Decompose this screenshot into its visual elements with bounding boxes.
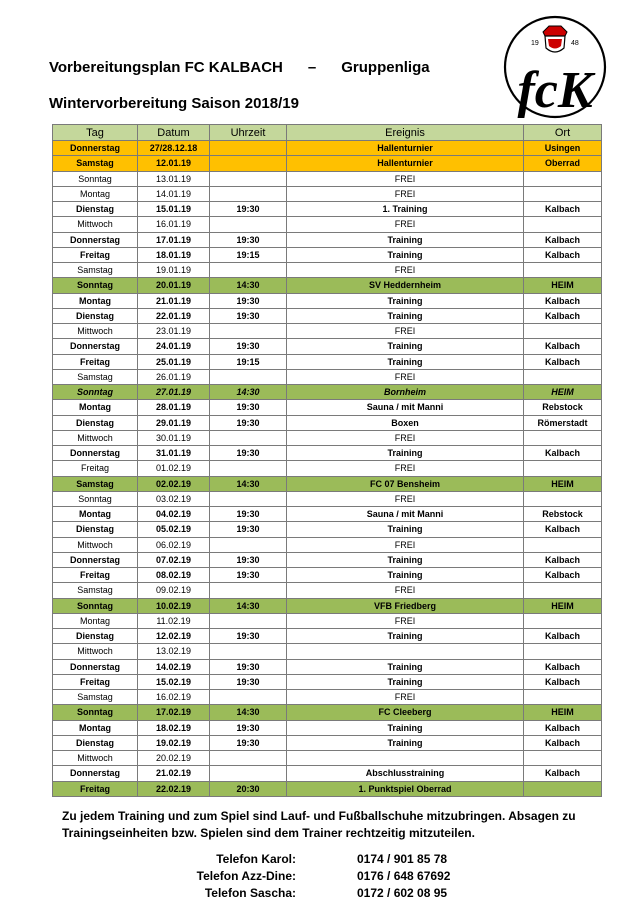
cell-ort bbox=[524, 751, 602, 766]
cell-ereignis: Training bbox=[287, 522, 524, 537]
cell-ereignis: Training bbox=[287, 674, 524, 689]
cell-tag: Mittwoch bbox=[53, 430, 138, 445]
cell-datum: 14.01.19 bbox=[138, 186, 210, 201]
cell-ort: Kalbach bbox=[524, 766, 602, 781]
cell-ort: Kalbach bbox=[524, 568, 602, 583]
cell-datum: 01.02.19 bbox=[138, 461, 210, 476]
cell-datum: 30.01.19 bbox=[138, 430, 210, 445]
cell-tag: Samstag bbox=[53, 156, 138, 171]
cell-zeit: 14:30 bbox=[210, 705, 287, 720]
cell-datum: 22.02.19 bbox=[138, 781, 210, 796]
cell-tag: Sonntag bbox=[53, 705, 138, 720]
cell-datum: 21.02.19 bbox=[138, 766, 210, 781]
cell-ort: Kalbach bbox=[524, 735, 602, 750]
cell-ort bbox=[524, 171, 602, 186]
cell-zeit bbox=[210, 324, 287, 339]
table-row bbox=[53, 186, 602, 201]
cell-ort: Kalbach bbox=[524, 339, 602, 354]
cell-tag: Samstag bbox=[53, 369, 138, 384]
table-row bbox=[53, 400, 602, 415]
cell-ort: Kalbach bbox=[524, 232, 602, 247]
cell-zeit: 19:30 bbox=[210, 552, 287, 567]
cell-tag: Freitag bbox=[53, 781, 138, 796]
cell-tag: Samstag bbox=[53, 476, 138, 491]
table-row bbox=[53, 537, 602, 552]
table-row bbox=[53, 644, 602, 659]
cell-datum: 15.02.19 bbox=[138, 674, 210, 689]
cell-datum: 13.01.19 bbox=[138, 171, 210, 186]
cell-zeit bbox=[210, 644, 287, 659]
cell-tag: Montag bbox=[53, 293, 138, 308]
cell-tag: Donnerstag bbox=[53, 446, 138, 461]
cell-tag: Donnerstag bbox=[53, 552, 138, 567]
cell-datum: 07.02.19 bbox=[138, 552, 210, 567]
cell-datum: 31.01.19 bbox=[138, 446, 210, 461]
table-row bbox=[53, 339, 602, 354]
cell-zeit: 14:30 bbox=[210, 278, 287, 293]
table-row bbox=[53, 751, 602, 766]
cell-zeit: 19:30 bbox=[210, 507, 287, 522]
document-subtitle: Wintervorbereitung Saison 2018/19 bbox=[49, 95, 299, 112]
cell-datum: 20.02.19 bbox=[138, 751, 210, 766]
table-row bbox=[53, 659, 602, 674]
cell-tag: Freitag bbox=[53, 674, 138, 689]
cell-ereignis: Bornheim bbox=[287, 385, 524, 400]
cell-zeit: 19:30 bbox=[210, 629, 287, 644]
cell-zeit bbox=[210, 217, 287, 232]
cell-datum: 25.01.19 bbox=[138, 354, 210, 369]
cell-zeit: 19:30 bbox=[210, 674, 287, 689]
cell-zeit bbox=[210, 369, 287, 384]
cell-datum: 17.02.19 bbox=[138, 705, 210, 720]
cell-ereignis: FC 07 Bensheim bbox=[287, 476, 524, 491]
cell-tag: Donnerstag bbox=[53, 659, 138, 674]
header-uhrzeit: Uhrzeit bbox=[210, 125, 287, 141]
phone-row bbox=[186, 886, 486, 903]
cell-ort bbox=[524, 690, 602, 705]
phone-number: 0176 / 648 67692 bbox=[357, 869, 451, 883]
cell-tag: Sonntag bbox=[53, 491, 138, 506]
table-row bbox=[53, 522, 602, 537]
table-row bbox=[53, 766, 602, 781]
cell-ereignis: Training bbox=[287, 232, 524, 247]
table-row bbox=[53, 568, 602, 583]
cell-ereignis: Hallenturnier bbox=[287, 156, 524, 171]
table-row bbox=[53, 385, 602, 400]
cell-tag: Sonntag bbox=[53, 278, 138, 293]
table-row bbox=[53, 674, 602, 689]
cell-ort: Kalbach bbox=[524, 308, 602, 323]
cell-tag: Freitag bbox=[53, 354, 138, 369]
cell-tag: Sonntag bbox=[53, 171, 138, 186]
cell-ereignis: FC Cleeberg bbox=[287, 705, 524, 720]
cell-datum: 03.02.19 bbox=[138, 491, 210, 506]
cell-tag: Sonntag bbox=[53, 598, 138, 613]
table-row bbox=[53, 491, 602, 506]
cell-ort: Kalbach bbox=[524, 629, 602, 644]
cell-datum: 22.01.19 bbox=[138, 308, 210, 323]
cell-datum: 14.02.19 bbox=[138, 659, 210, 674]
phone-list bbox=[186, 852, 486, 903]
cell-zeit: 19:30 bbox=[210, 293, 287, 308]
table-row bbox=[53, 415, 602, 430]
cell-ereignis: FREI bbox=[287, 430, 524, 445]
cell-datum: 04.02.19 bbox=[138, 507, 210, 522]
cell-zeit: 19:15 bbox=[210, 247, 287, 262]
table-row bbox=[53, 583, 602, 598]
table-row bbox=[53, 598, 602, 613]
cell-zeit bbox=[210, 171, 287, 186]
equipment-note: Zu jedem Training und zum Spiel sind Lauf- und Fußballschuhe mitzubringen. Absagen zu Trainingseinheiten bzw. Spielen sind dem Trainer rechtzeitig mitzuteilen. bbox=[62, 809, 576, 840]
cell-zeit: 14:30 bbox=[210, 598, 287, 613]
table-row bbox=[53, 705, 602, 720]
schedule-table bbox=[52, 124, 602, 797]
cell-ereignis: Training bbox=[287, 568, 524, 583]
cell-ort: Kalbach bbox=[524, 552, 602, 567]
cell-datum: 18.02.19 bbox=[138, 720, 210, 735]
phone-label: Telefon Karol: bbox=[216, 852, 296, 866]
cell-ort: HEIM bbox=[524, 385, 602, 400]
cell-datum: 19.01.19 bbox=[138, 263, 210, 278]
cell-zeit bbox=[210, 583, 287, 598]
cell-ort: HEIM bbox=[524, 598, 602, 613]
cell-ort bbox=[524, 369, 602, 384]
cell-tag: Montag bbox=[53, 613, 138, 628]
cell-ereignis: Training bbox=[287, 354, 524, 369]
cell-datum: 15.01.19 bbox=[138, 202, 210, 217]
cell-zeit bbox=[210, 491, 287, 506]
cell-tag: Mittwoch bbox=[53, 751, 138, 766]
cell-datum: 17.01.19 bbox=[138, 232, 210, 247]
cell-zeit bbox=[210, 537, 287, 552]
phone-label: Telefon Azz-Dine: bbox=[196, 869, 296, 883]
header-tag: Tag bbox=[53, 125, 138, 141]
cell-ort bbox=[524, 491, 602, 506]
cell-datum: 19.02.19 bbox=[138, 735, 210, 750]
cell-datum: 12.02.19 bbox=[138, 629, 210, 644]
cell-zeit bbox=[210, 263, 287, 278]
cell-tag: Mittwoch bbox=[53, 324, 138, 339]
cell-ort: HEIM bbox=[524, 705, 602, 720]
table-row bbox=[53, 217, 602, 232]
cell-tag: Dienstag bbox=[53, 308, 138, 323]
cell-ort bbox=[524, 217, 602, 232]
cell-ort: Usingen bbox=[524, 141, 602, 156]
cell-ereignis: FREI bbox=[287, 461, 524, 476]
table-row bbox=[53, 293, 602, 308]
cell-zeit: 19:30 bbox=[210, 522, 287, 537]
cell-datum: 09.02.19 bbox=[138, 583, 210, 598]
cell-tag: Donnerstag bbox=[53, 141, 138, 156]
cell-ereignis: Abschlusstraining bbox=[287, 766, 524, 781]
cell-datum: 10.02.19 bbox=[138, 598, 210, 613]
cell-datum: 27.01.19 bbox=[138, 385, 210, 400]
cell-tag: Donnerstag bbox=[53, 232, 138, 247]
table-row bbox=[53, 263, 602, 278]
cell-ereignis: VFB Friedberg bbox=[287, 598, 524, 613]
table-row bbox=[53, 430, 602, 445]
table-row bbox=[53, 354, 602, 369]
logo-year-right: 48 bbox=[571, 40, 579, 47]
cell-ereignis: Training bbox=[287, 339, 524, 354]
cell-datum: 29.01.19 bbox=[138, 415, 210, 430]
cell-ereignis: FREI bbox=[287, 491, 524, 506]
cell-datum: 11.02.19 bbox=[138, 613, 210, 628]
cell-ort bbox=[524, 613, 602, 628]
cell-ereignis: FREI bbox=[287, 583, 524, 598]
cell-ort: Kalbach bbox=[524, 720, 602, 735]
cell-datum: 13.02.19 bbox=[138, 644, 210, 659]
cell-ort bbox=[524, 644, 602, 659]
cell-ereignis: Training bbox=[287, 308, 524, 323]
header-datum: Datum bbox=[138, 125, 210, 141]
cell-tag: Donnerstag bbox=[53, 339, 138, 354]
cell-zeit: 20:30 bbox=[210, 781, 287, 796]
cell-ereignis: FREI bbox=[287, 690, 524, 705]
cell-tag: Samstag bbox=[53, 263, 138, 278]
table-row bbox=[53, 735, 602, 750]
phone-label: Telefon Sascha: bbox=[204, 886, 296, 900]
cell-ort: Rebstock bbox=[524, 507, 602, 522]
logo-letters: fcK bbox=[517, 62, 593, 119]
table-row bbox=[53, 156, 602, 171]
cell-zeit: 19:30 bbox=[210, 735, 287, 750]
cell-datum: 27/28.12.18 bbox=[138, 141, 210, 156]
cell-ereignis: 1. Training bbox=[287, 202, 524, 217]
table-row bbox=[53, 613, 602, 628]
cell-zeit bbox=[210, 766, 287, 781]
cell-ort bbox=[524, 324, 602, 339]
cell-ort bbox=[524, 263, 602, 278]
phone-number: 0172 / 602 08 95 bbox=[357, 886, 448, 900]
cell-zeit: 19:30 bbox=[210, 720, 287, 735]
cell-tag: Sonntag bbox=[53, 385, 138, 400]
cell-zeit bbox=[210, 156, 287, 171]
logo-year-left: 19 bbox=[531, 40, 539, 47]
table-row bbox=[53, 446, 602, 461]
cell-datum: 23.01.19 bbox=[138, 324, 210, 339]
cell-zeit bbox=[210, 613, 287, 628]
cell-datum: 28.01.19 bbox=[138, 400, 210, 415]
table-row bbox=[53, 278, 602, 293]
cell-tag: Montag bbox=[53, 720, 138, 735]
cell-zeit bbox=[210, 461, 287, 476]
cell-ort: Rebstock bbox=[524, 400, 602, 415]
table-row bbox=[53, 171, 602, 186]
cell-ort: Kalbach bbox=[524, 354, 602, 369]
cell-ereignis: Training bbox=[287, 446, 524, 461]
cell-ereignis: Sauna / mit Manni bbox=[287, 507, 524, 522]
cell-ort bbox=[524, 583, 602, 598]
cell-tag: Samstag bbox=[53, 583, 138, 598]
cell-zeit: 19:30 bbox=[210, 415, 287, 430]
table-row bbox=[53, 720, 602, 735]
club-logo bbox=[503, 12, 607, 122]
cell-ereignis: Hallenturnier bbox=[287, 141, 524, 156]
cell-tag: Dienstag bbox=[53, 522, 138, 537]
cell-zeit: 14:30 bbox=[210, 385, 287, 400]
header-ereignis: Ereignis bbox=[287, 125, 524, 141]
cell-ereignis: FREI bbox=[287, 324, 524, 339]
cell-ereignis: Training bbox=[287, 735, 524, 750]
cell-ereignis: FREI bbox=[287, 537, 524, 552]
cell-datum: 26.01.19 bbox=[138, 369, 210, 384]
cell-ort: Kalbach bbox=[524, 446, 602, 461]
cell-ereignis: Training bbox=[287, 629, 524, 644]
cell-ort: HEIM bbox=[524, 476, 602, 491]
table-row bbox=[53, 690, 602, 705]
cell-tag: Freitag bbox=[53, 568, 138, 583]
cell-tag: Montag bbox=[53, 507, 138, 522]
cell-ereignis: Boxen bbox=[287, 415, 524, 430]
cell-zeit: 19:30 bbox=[210, 568, 287, 583]
cell-tag: Mittwoch bbox=[53, 217, 138, 232]
cell-ereignis: Training bbox=[287, 293, 524, 308]
cell-zeit: 19:30 bbox=[210, 308, 287, 323]
cell-ort: Kalbach bbox=[524, 293, 602, 308]
cell-tag: Dienstag bbox=[53, 629, 138, 644]
phone-number: 0174 / 901 85 78 bbox=[357, 852, 448, 866]
cell-datum: 02.02.19 bbox=[138, 476, 210, 491]
phone-row bbox=[186, 869, 486, 886]
table-row bbox=[53, 141, 602, 156]
table-row bbox=[53, 369, 602, 384]
cell-datum: 05.02.19 bbox=[138, 522, 210, 537]
cell-tag: Freitag bbox=[53, 461, 138, 476]
cell-zeit bbox=[210, 430, 287, 445]
cell-zeit: 19:30 bbox=[210, 659, 287, 674]
cell-ereignis: Training bbox=[287, 659, 524, 674]
cell-ereignis: FREI bbox=[287, 186, 524, 201]
cell-zeit: 14:30 bbox=[210, 476, 287, 491]
document-title: Vorbereitungsplan FC KALBACH – Gruppenliga bbox=[49, 59, 430, 76]
cell-ereignis: FREI bbox=[287, 613, 524, 628]
cell-tag: Montag bbox=[53, 186, 138, 201]
cell-ereignis: FREI bbox=[287, 217, 524, 232]
cell-tag: Donnerstag bbox=[53, 766, 138, 781]
cell-zeit bbox=[210, 751, 287, 766]
cell-ereignis: Training bbox=[287, 552, 524, 567]
phone-row bbox=[186, 852, 486, 869]
cell-tag: Freitag bbox=[53, 247, 138, 262]
cell-datum: 16.02.19 bbox=[138, 690, 210, 705]
cell-ort bbox=[524, 781, 602, 796]
cell-zeit: 19:15 bbox=[210, 354, 287, 369]
cell-datum: 21.01.19 bbox=[138, 293, 210, 308]
cell-ort: Oberrad bbox=[524, 156, 602, 171]
cell-zeit: 19:30 bbox=[210, 339, 287, 354]
table-row bbox=[53, 232, 602, 247]
table-row bbox=[53, 202, 602, 217]
cell-zeit: 19:30 bbox=[210, 232, 287, 247]
cell-ort: Kalbach bbox=[524, 522, 602, 537]
cell-ort bbox=[524, 537, 602, 552]
cell-zeit: 19:30 bbox=[210, 202, 287, 217]
cell-ort: Kalbach bbox=[524, 674, 602, 689]
table-header-row bbox=[53, 125, 602, 141]
table-row bbox=[53, 507, 602, 522]
cell-tag: Dienstag bbox=[53, 415, 138, 430]
cell-ereignis: FREI bbox=[287, 263, 524, 278]
cell-zeit: 19:30 bbox=[210, 446, 287, 461]
schedule-body bbox=[53, 141, 602, 797]
cell-datum: 08.02.19 bbox=[138, 568, 210, 583]
cell-ort: HEIM bbox=[524, 278, 602, 293]
header-ort: Ort bbox=[524, 125, 602, 141]
table-row bbox=[53, 324, 602, 339]
table-row bbox=[53, 781, 602, 796]
table-row bbox=[53, 476, 602, 491]
cell-ort bbox=[524, 186, 602, 201]
cell-zeit: 19:30 bbox=[210, 400, 287, 415]
cell-ereignis: FREI bbox=[287, 369, 524, 384]
cell-tag: Dienstag bbox=[53, 735, 138, 750]
cell-ort: Römerstadt bbox=[524, 415, 602, 430]
cell-zeit bbox=[210, 141, 287, 156]
cell-tag: Samstag bbox=[53, 690, 138, 705]
table-row bbox=[53, 552, 602, 567]
cell-datum: 16.01.19 bbox=[138, 217, 210, 232]
cell-datum: 24.01.19 bbox=[138, 339, 210, 354]
cell-tag: Dienstag bbox=[53, 202, 138, 217]
cell-datum: 20.01.19 bbox=[138, 278, 210, 293]
table-row bbox=[53, 308, 602, 323]
cell-tag: Mittwoch bbox=[53, 537, 138, 552]
cell-datum: 06.02.19 bbox=[138, 537, 210, 552]
cell-tag: Montag bbox=[53, 400, 138, 415]
cell-ort bbox=[524, 430, 602, 445]
cell-ort: Kalbach bbox=[524, 202, 602, 217]
cell-tag: Mittwoch bbox=[53, 644, 138, 659]
cell-ereignis: 1. Punktspiel Oberrad bbox=[287, 781, 524, 796]
table-row bbox=[53, 247, 602, 262]
cell-datum: 12.01.19 bbox=[138, 156, 210, 171]
cell-ereignis: Training bbox=[287, 247, 524, 262]
cell-zeit bbox=[210, 186, 287, 201]
cell-ereignis: Sauna / mit Manni bbox=[287, 400, 524, 415]
cell-ereignis: Training bbox=[287, 720, 524, 735]
cell-ereignis: SV Heddernheim bbox=[287, 278, 524, 293]
cell-zeit bbox=[210, 690, 287, 705]
table-row bbox=[53, 461, 602, 476]
cell-ort: Kalbach bbox=[524, 659, 602, 674]
cell-ereignis bbox=[287, 751, 524, 766]
cell-ereignis: FREI bbox=[287, 171, 524, 186]
table-row bbox=[53, 629, 602, 644]
cell-ort bbox=[524, 461, 602, 476]
cell-ereignis bbox=[287, 644, 524, 659]
cell-datum: 18.01.19 bbox=[138, 247, 210, 262]
cell-ort: Kalbach bbox=[524, 247, 602, 262]
